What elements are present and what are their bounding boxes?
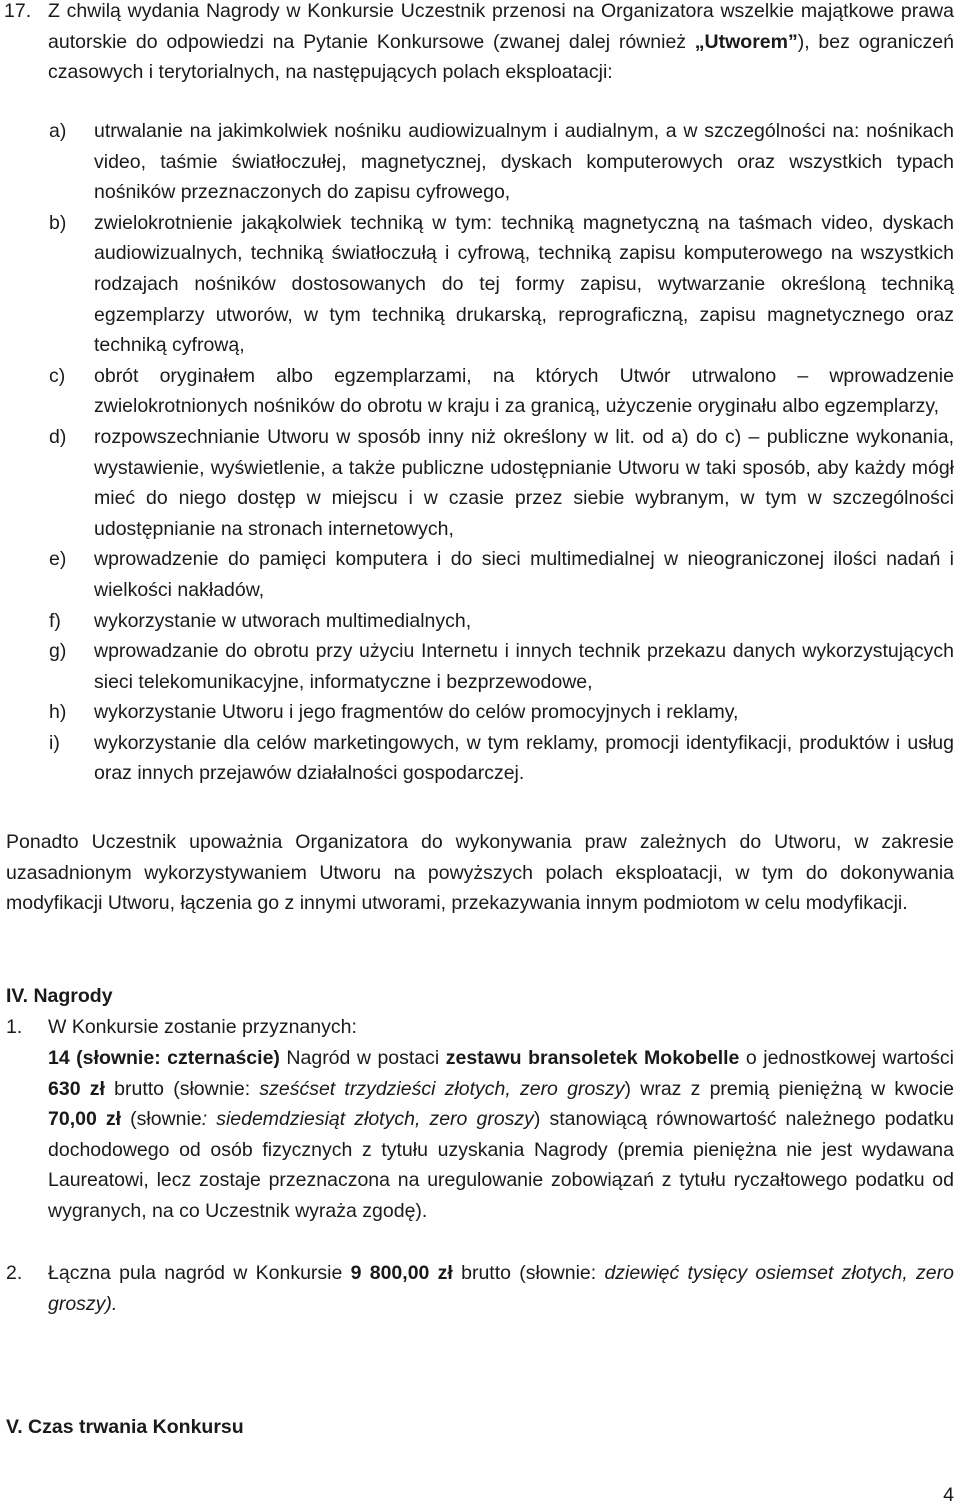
list-item-label: a) bbox=[49, 120, 67, 142]
list-item-text: wprowadzenie do pamięci komputera i do sieci multimedialnej w nieograniczonej ilości nadań i wielkości nakładów, bbox=[94, 548, 954, 601]
list-item-text: wykorzystanie dla celów marketingowych, w tym reklamy, promocji identyfikacji, produktów i usług oraz innych przejawów działalności gospodarczej. bbox=[94, 731, 954, 785]
list-item-text: utrwalanie na jakimkolwiek nośniku audiowizualnym i audialnym, a w szczególności na: nośnikach video, taśmie światłoczułej, magnetycznej, dyskach komputerowych oraz wszystkich typach nośników przeznaczonych do zapisu cyfrowego, bbox=[94, 120, 954, 204]
point-number: 1. bbox=[6, 1016, 23, 1038]
list-item-text: zwielokrotnienie jakąkolwiek techniką w tym: techniką magnetyczną na taśmach video, dyskach audiowizualnych, techniką światłoczułą i cyfrową, techniką zapisu komputerowego na wszystkich rodzajach nośników dostosowanych do tej formy zapisu, wytwarzanie określoną techniką egzemplarzy utworów, w tym techniką drukarską, reprograficzną, zapisu magnetycznego oraz techniką cyfrową, bbox=[94, 211, 954, 357]
point-2-body: Łączna pula nagród w Konkursie 9 800,00 zł brutto (słownie: dziewięć tysięcy osiemset złotych, zero groszy). bbox=[48, 1262, 954, 1315]
clause-intro: Z chwilą wydania Nagrody w Konkursie Uczestnik przenosi na Organizatora wszelkie majątkowe prawa autorskie do odpowiedzi na Pytanie Konkursowe (zwanej dalej również „Utworem”), bez ograniczeń czasowych i terytorialnych, na następujących polach eksploatacji: bbox=[48, 0, 954, 84]
point-1-body: 14 (słownie: czternaście) Nagród w postaci zestawu bransoletek Mokobelle o jednostkowej wartości 630 zł brutto (słownie: sześćset trzydzieści złotych, zero groszy) wraz z premią pieniężną w kwocie 70,00 zł (słownie: siedemdziesiąt złotych, zero groszy) stanowiącą równowartość należnego podatku dochodowego od osób fizycznych z tytułu uzyskania Nagrody (premia pieniężna nie jest wydawana Laureatowi, lecz zostaje przeznaczona na uregulowanie zobowiązań z tytułu ryczałtowego podatku od wygranych, na co Uczestnik wyraża zgodę). bbox=[48, 1047, 955, 1222]
list-item bbox=[0, 208, 954, 361]
closing-paragraph: Ponadto Uczestnik upoważnia Organizatora do wykonywania praw zależnych do Utworu, w zakresie uzasadnionym wykorzystywaniem Utworu na powyższych polach eksploatacji, w tym do dokonywania modyfikacji Utworu, łączenia go z innymi utworami, przekazywania innym podmiotom w celu modyfikacji. bbox=[6, 831, 954, 915]
list-item-label: f) bbox=[49, 609, 61, 632]
utwor-term: „Utworem” bbox=[694, 30, 798, 53]
list-item bbox=[0, 697, 954, 728]
list-item-label: g) bbox=[49, 640, 67, 663]
clause-number: 17. bbox=[4, 0, 32, 22]
section-heading-iv: IV. Nagrody bbox=[6, 985, 113, 1007]
list-item bbox=[0, 636, 954, 697]
list-item bbox=[0, 116, 954, 208]
list-item bbox=[0, 606, 954, 637]
list-item-text: rozpowszechnianie Utworu w sposób inny niż określony w lit. od a) do c) – publiczne wykonania, wystawienie, wyświetlenie, a także publiczne udostępnianie Utworu w taki sposób, aby każdy mógł mieć do niego dostęp w miejscu i w czasie przez siebie wybranym, w tym w szczególności udostępnianie na stronach internetowych, bbox=[94, 425, 954, 540]
list-item bbox=[0, 728, 954, 789]
list-item-text: wykorzystanie Utworu i jego fragmentów do celów promocyjnych i reklamy, bbox=[94, 701, 739, 724]
list-item bbox=[0, 422, 954, 544]
list-item-label: b) bbox=[49, 211, 67, 234]
list-item-label: i) bbox=[49, 731, 60, 754]
list-item-label: h) bbox=[49, 701, 67, 724]
list-item-text: obrót oryginałem albo egzemplarzami, na których Utwór utrwalono – wprowadzenie zwielokrotnionych nośników do obrotu w kraju i za granicą, użyczenie oryginału albo egzemplarzy, bbox=[94, 364, 954, 418]
list-item bbox=[0, 544, 954, 605]
exploitation-fields-list bbox=[0, 116, 954, 789]
list-item bbox=[0, 361, 954, 422]
section-heading-v: V. Czas trwania Konkursu bbox=[6, 1416, 244, 1438]
list-item-text: wykorzystanie w utworach multimedialnych, bbox=[94, 609, 472, 632]
point-number: 2. bbox=[6, 1262, 23, 1284]
list-item-label: d) bbox=[49, 425, 67, 448]
point-1-line: W Konkursie zostanie przyznanych: bbox=[48, 1016, 357, 1038]
list-item-label: c) bbox=[49, 364, 66, 387]
page-number: 4 bbox=[943, 1484, 954, 1506]
list-item-label: e) bbox=[49, 548, 67, 571]
list-item-text: wprowadzanie do obrotu przy użyciu Internetu i innych technik przekazu danych wykorzystujących sieci telekomunikacyjne, informatyczne i bezprzewodowe, bbox=[94, 640, 954, 693]
